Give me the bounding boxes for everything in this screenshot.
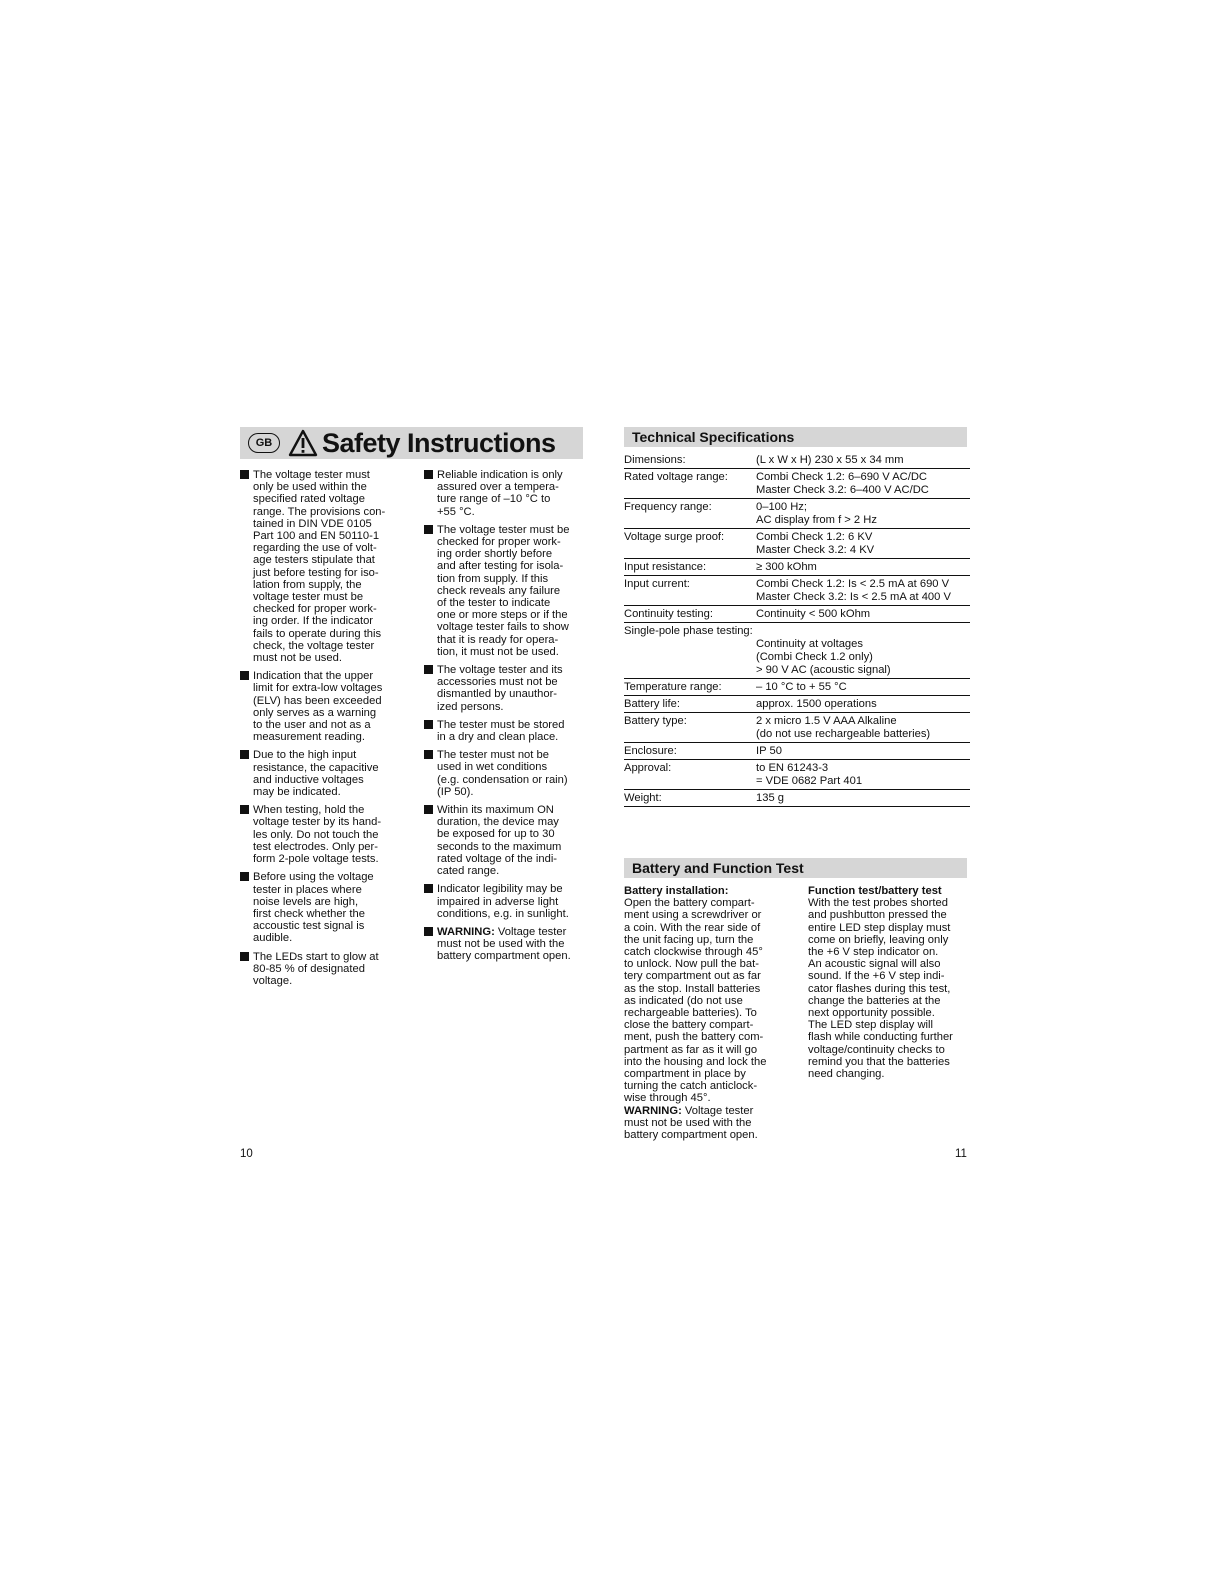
spec-row xyxy=(624,499,970,529)
warning-bullet-item xyxy=(424,926,589,963)
spec-value: – 10 °C to + 55 °C xyxy=(756,681,847,693)
page-number-right: 11 xyxy=(955,1148,967,1160)
spec-label: Frequency range: xyxy=(624,501,712,513)
bullet-text: Before using the voltage tester in places where noise levels are high, first check whether the accoustic test signal is audible. xyxy=(253,871,374,945)
warning-triangle-icon xyxy=(288,429,318,457)
spec-label: Rated voltage range: xyxy=(624,471,728,483)
bullet-item xyxy=(240,871,400,944)
spec-table xyxy=(624,452,970,807)
battery-warning-text: Voltage tester must not be used with the battery compartment open. xyxy=(624,1104,758,1142)
bullet-square-icon xyxy=(240,671,249,680)
spec-label: Battery life: xyxy=(624,698,680,710)
bullet-square-icon xyxy=(424,805,433,814)
spec-row xyxy=(624,760,970,790)
bullet-square-icon xyxy=(424,470,433,479)
bullet-text: The LEDs start to glow at 80-85 % of designated voltage. xyxy=(253,950,379,987)
spec-value: (L x W x H) 230 x 55 x 34 mm xyxy=(756,454,904,466)
spec-value: Continuity < 500 kOhm xyxy=(756,608,871,620)
spec-label: Approval: xyxy=(624,762,672,774)
spec-value: 135 g xyxy=(756,792,784,804)
bullet-text: When testing, hold the voltage tester by its hand- les only. Do not touch the test electrodes. Only per- form 2-pole voltage tests. xyxy=(253,804,382,866)
spec-value: Continuity at voltages (Combi Check 1.2 only) > 90 V AC (acoustic signal) xyxy=(756,638,891,676)
single-pole-cell xyxy=(624,623,970,679)
battery-installation-text: Open the battery compart- ment using a screwdriver or a coin. With the rear side of the unit facing up, turn the catch clockwise through 45° to unlock. Now pull the bat- tery compartment out as far as the stop. Install batteries as indicated (do not use rechargeable batteries). To close the battery compart- ment, push the battery com- partment as far as it will go into the housing and lock the compartment in place by turning the catch anticlock- wise through 45°. xyxy=(624,897,767,1105)
spec-label: Temperature range: xyxy=(624,681,722,693)
spec-label: Dimensions: xyxy=(624,454,686,466)
spec-label: Single-pole phase testing: xyxy=(624,625,753,637)
spec-row xyxy=(624,559,970,576)
bullet-item xyxy=(240,670,400,743)
spec-value: IP 50 xyxy=(756,745,782,757)
spec-value: 0–100 Hz; AC display from f > 2 Hz xyxy=(756,501,877,526)
page-number-left: 10 xyxy=(240,1148,253,1160)
function-test-title: Function test/battery test xyxy=(808,885,942,897)
function-test-section xyxy=(808,885,973,1080)
spec-row xyxy=(624,743,970,760)
bullet-square-icon xyxy=(240,470,249,479)
spec-value: Combi Check 1.2: 6 KV Master Check 3.2: 4 KV xyxy=(756,531,875,556)
function-test-text: With the test probes shorted and pushbutton pressed the entire LED step display must come on briefly, leaving only the +6 V step indicator on. An acoustic signal will also sound. If the +6 V step indi- cator flashes during this test, change the batteries at the next opportunity possible. The LED step display will flash while conducting further voltage/continuity checks to remind you that the batteries need changing. xyxy=(808,897,953,1081)
bullet-text: Within its maximum ON duration, the device may be exposed for up to 30 seconds to the maximum rated voltage of the indi- cated range. xyxy=(437,804,562,878)
bullet-square-icon xyxy=(424,927,433,936)
battery-installation-title: Battery installation: xyxy=(624,885,729,897)
spec-row xyxy=(624,606,970,623)
bullet-item xyxy=(240,749,400,798)
bullet-square-icon xyxy=(240,805,249,814)
bullet-item xyxy=(240,951,400,988)
bullet-text: The voltage tester and its accessories must not be dismantled by unauthor- ized persons. xyxy=(437,664,563,713)
bullet-text: The tester must not be used in wet conditions (e.g. condensation or rain) (IP 50). xyxy=(437,749,568,798)
spec-row xyxy=(624,790,970,807)
spec-row xyxy=(624,452,970,469)
bullet-square-icon xyxy=(424,750,433,759)
bullet-item xyxy=(424,469,589,518)
warning-text: Voltage tester must not be used with the battery compartment open. xyxy=(437,925,571,963)
bullet-square-icon xyxy=(240,750,249,759)
spec-row xyxy=(624,529,970,559)
spec-value: ≥ 300 kOhm xyxy=(756,561,817,573)
bullet-square-icon xyxy=(424,720,433,729)
safety-column-2 xyxy=(424,469,589,969)
language-badge: GB xyxy=(248,433,280,453)
safety-column-1 xyxy=(240,469,400,993)
bullet-item xyxy=(424,664,589,713)
page-title: Safety Instructions xyxy=(322,428,556,458)
bullet-item xyxy=(424,883,589,920)
bullet-item xyxy=(240,469,400,664)
safety-instructions-header xyxy=(240,427,583,459)
bullet-square-icon xyxy=(424,525,433,534)
bullet-square-icon xyxy=(424,884,433,893)
spec-row xyxy=(624,696,970,713)
spec-value: 2 x micro 1.5 V AAA Alkaline (do not use rechargeable batteries) xyxy=(756,715,931,740)
bullet-square-icon xyxy=(240,872,249,881)
bullet-text: Reliable indication is only assured over a tempera- ture range of –10 °C to +55 °C. xyxy=(437,469,563,518)
spec-label: Battery type: xyxy=(624,715,687,727)
battery-installation-section xyxy=(624,885,789,1141)
spec-value: Combi Check 1.2: Is < 2.5 mA at 690 V Master Check 3.2: Is < 2.5 mA at 400 V xyxy=(756,578,951,603)
bullet-square-icon xyxy=(240,952,249,961)
spec-row xyxy=(624,713,970,743)
bullet-text: Due to the high input resistance, the capacitive and inductive voltages may be indicated. xyxy=(253,749,379,799)
bullet-text: The voltage tester must be checked for proper work- ing order shortly before and after testing for isola- tion from supply. If this check reveals any failure of the tester to indicate one or more steps or if the voltage tester fails to show that it is ready for opera- tion, it must not be used. xyxy=(437,523,570,658)
spec-row xyxy=(624,576,970,606)
bullet-square-icon xyxy=(424,665,433,674)
spec-row-single-pole xyxy=(624,623,970,679)
spec-label: Continuity testing: xyxy=(624,608,713,620)
spec-label: Input resistance: xyxy=(624,561,707,573)
technical-specifications-header: Technical Specifications xyxy=(624,427,967,447)
bullet-text: Indicator legibility may be impaired in adverse light conditions, e.g. in sunlight. xyxy=(437,883,569,920)
battery-warning-label: WARNING: xyxy=(624,1104,682,1117)
spec-value: to EN 61243-3 = VDE 0682 Part 401 xyxy=(756,762,863,787)
bullet-item xyxy=(424,719,589,743)
bullet-item xyxy=(240,804,400,865)
bullet-text: Indication that the upper limit for extra-low voltages (ELV) has been exceeded only serves as a warning to the user and not as a measurement reading. xyxy=(253,670,383,744)
bullet-text: The voltage tester must only be used within the specified rated voltage range. The provisions con- tained in DIN VDE 0105 Part 100 and EN 50110-1 regarding the use of volt- age testers stipulate that just before testing for iso- lation from supply, the voltage tester must be checked for proper work- ing order. If the indicator fails to operate during this check, the voltage tester must not be used. xyxy=(253,469,386,665)
spec-value: Combi Check 1.2: 6–690 V AC/DC Master Check 3.2: 6–400 V AC/DC xyxy=(756,471,929,496)
spec-row xyxy=(624,469,970,499)
warning-label: WARNING: xyxy=(437,925,495,938)
spec-label: Enclosure: xyxy=(624,745,677,757)
spec-label: Weight: xyxy=(624,792,662,804)
spec-label: Input current: xyxy=(624,578,690,590)
bullet-item xyxy=(424,524,589,658)
spec-row xyxy=(624,679,970,696)
bullet-item xyxy=(424,804,589,877)
battery-function-test-header: Battery and Function Test xyxy=(624,858,967,878)
bullet-item xyxy=(424,749,589,798)
spec-value: approx. 1500 operations xyxy=(756,698,877,710)
spec-label: Voltage surge proof: xyxy=(624,531,725,543)
bullet-text: The tester must be stored in a dry and clean place. xyxy=(437,718,565,744)
